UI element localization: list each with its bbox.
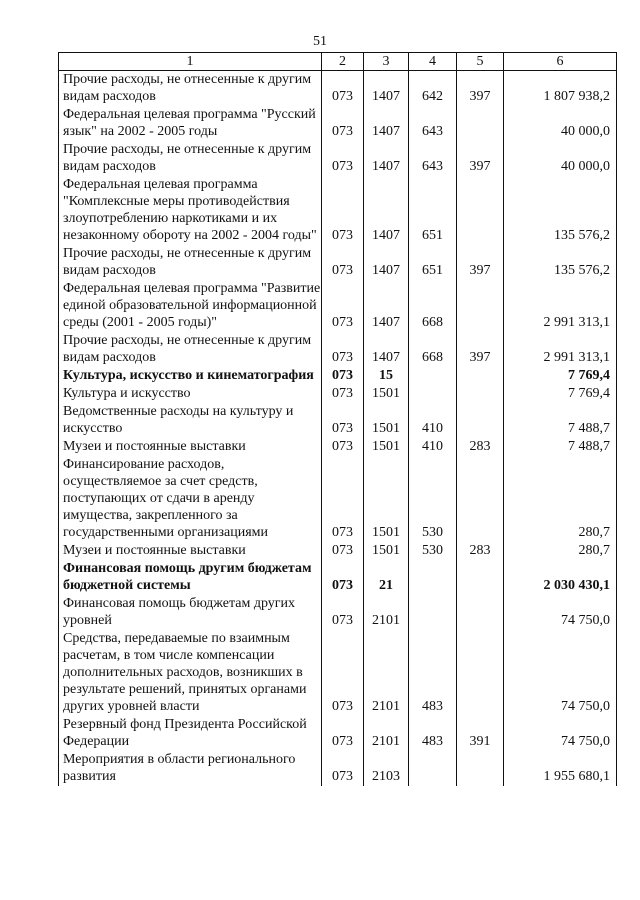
row-ministry-code: 073 xyxy=(322,438,364,456)
row-expense-type-code: 397 xyxy=(457,141,504,176)
table-row xyxy=(59,332,617,367)
row-amount: 135 576,2 xyxy=(504,245,617,280)
row-section-code: 2101 xyxy=(364,630,409,716)
table-row xyxy=(59,438,617,456)
row-amount: 135 576,2 xyxy=(504,176,617,245)
table-row xyxy=(59,245,617,280)
table-row xyxy=(59,71,617,107)
row-expense-type-code xyxy=(457,560,504,595)
row-description: Культура, искусство и кинематография xyxy=(59,367,322,385)
row-ministry-code: 073 xyxy=(322,595,364,630)
row-amount: 7 488,7 xyxy=(504,403,617,438)
row-expense-type-code: 391 xyxy=(457,716,504,751)
column-header-6: 6 xyxy=(504,53,617,71)
row-section-code: 1407 xyxy=(364,71,409,107)
row-target-code: 643 xyxy=(409,141,457,176)
budget-table xyxy=(58,52,617,786)
row-target-code xyxy=(409,560,457,595)
row-section-code: 1501 xyxy=(364,385,409,403)
row-amount: 2 030 430,1 xyxy=(504,560,617,595)
row-description: Федеральная целевая программа "Развитие единой образовательной информационной среды (2001 - 2005 годы)" xyxy=(59,280,322,332)
row-amount: 7 769,4 xyxy=(504,385,617,403)
row-ministry-code: 073 xyxy=(322,367,364,385)
row-section-code: 2103 xyxy=(364,751,409,786)
table-row xyxy=(59,716,617,751)
row-description: Культура и искусство xyxy=(59,385,322,403)
row-expense-type-code: 283 xyxy=(457,438,504,456)
row-ministry-code: 073 xyxy=(322,560,364,595)
row-target-code: 530 xyxy=(409,456,457,542)
row-expense-type-code xyxy=(457,456,504,542)
row-ministry-code: 073 xyxy=(322,176,364,245)
row-expense-type-code: 397 xyxy=(457,245,504,280)
row-section-code: 1407 xyxy=(364,245,409,280)
table-row xyxy=(59,403,617,438)
row-target-code: 530 xyxy=(409,542,457,560)
row-ministry-code: 073 xyxy=(322,456,364,542)
row-target-code: 642 xyxy=(409,71,457,107)
row-ministry-code: 073 xyxy=(322,630,364,716)
row-expense-type-code xyxy=(457,403,504,438)
row-section-code: 1407 xyxy=(364,106,409,141)
row-amount: 40 000,0 xyxy=(504,106,617,141)
row-amount: 7 769,4 xyxy=(504,367,617,385)
row-amount: 280,7 xyxy=(504,542,617,560)
row-amount: 1 955 680,1 xyxy=(504,751,617,786)
row-expense-type-code xyxy=(457,106,504,141)
table-row xyxy=(59,542,617,560)
row-section-code: 1501 xyxy=(364,542,409,560)
row-expense-type-code xyxy=(457,385,504,403)
row-target-code: 668 xyxy=(409,332,457,367)
row-section-code: 1407 xyxy=(364,332,409,367)
row-amount: 74 750,0 xyxy=(504,595,617,630)
row-description: Прочие расходы, не отнесенные к другим видам расходов xyxy=(59,332,322,367)
row-amount: 2 991 313,1 xyxy=(504,280,617,332)
row-target-code: 410 xyxy=(409,403,457,438)
row-description: Прочие расходы, не отнесенные к другим видам расходов xyxy=(59,245,322,280)
row-description: Ведомственные расходы на культуру и искусство xyxy=(59,403,322,438)
row-expense-type-code xyxy=(457,280,504,332)
row-target-code xyxy=(409,595,457,630)
row-section-code: 1501 xyxy=(364,456,409,542)
row-description: Финансовая помощь бюджетам других уровней xyxy=(59,595,322,630)
row-description: Резервный фонд Президента Российской Федерации xyxy=(59,716,322,751)
row-section-code: 1501 xyxy=(364,438,409,456)
row-target-code: 483 xyxy=(409,716,457,751)
row-target-code xyxy=(409,751,457,786)
column-header-3: 3 xyxy=(364,53,409,71)
column-header-5: 5 xyxy=(457,53,504,71)
row-description: Федеральная целевая программа "Комплексные меры противодействия злоупотреблению наркотиками и их незаконному обороту на 2002 - 2004 годы" xyxy=(59,176,322,245)
table-row xyxy=(59,456,617,542)
row-target-code: 483 xyxy=(409,630,457,716)
row-ministry-code: 073 xyxy=(322,106,364,141)
row-section-code: 21 xyxy=(364,560,409,595)
row-description: Финансовая помощь другим бюджетам бюджетной системы xyxy=(59,560,322,595)
row-description: Музеи и постоянные выставки xyxy=(59,438,322,456)
table-row xyxy=(59,176,617,245)
row-amount: 280,7 xyxy=(504,456,617,542)
row-description: Мероприятия в области регионального развития xyxy=(59,751,322,786)
row-amount: 7 488,7 xyxy=(504,438,617,456)
table-body xyxy=(59,71,617,787)
row-section-code: 1407 xyxy=(364,280,409,332)
page-number: 51 xyxy=(313,34,327,49)
row-ministry-code: 073 xyxy=(322,542,364,560)
table-row xyxy=(59,385,617,403)
row-expense-type-code: 283 xyxy=(457,542,504,560)
row-expense-type-code xyxy=(457,595,504,630)
row-target-code: 410 xyxy=(409,438,457,456)
row-ministry-code: 073 xyxy=(322,245,364,280)
table-row xyxy=(59,560,617,595)
row-expense-type-code xyxy=(457,630,504,716)
column-header-4: 4 xyxy=(409,53,457,71)
row-ministry-code: 073 xyxy=(322,332,364,367)
row-description: Федеральная целевая программа "Русский язык" на 2002 - 2005 годы xyxy=(59,106,322,141)
row-section-code: 1407 xyxy=(364,141,409,176)
row-ministry-code: 073 xyxy=(322,385,364,403)
row-ministry-code: 073 xyxy=(322,751,364,786)
row-section-code: 2101 xyxy=(364,716,409,751)
column-header-1: 1 xyxy=(59,53,322,71)
row-target-code: 651 xyxy=(409,176,457,245)
row-target-code xyxy=(409,367,457,385)
row-amount: 1 807 938,2 xyxy=(504,71,617,107)
row-target-code: 643 xyxy=(409,106,457,141)
table-row xyxy=(59,595,617,630)
row-ministry-code: 073 xyxy=(322,716,364,751)
row-expense-type-code xyxy=(457,176,504,245)
row-description: Прочие расходы, не отнесенные к другим видам расходов xyxy=(59,71,322,107)
row-section-code: 1407 xyxy=(364,176,409,245)
table-row xyxy=(59,106,617,141)
row-description: Финансирование расходов, осуществляемое за счет средств, поступающих от сдачи в аренду имущества, закрепленного за государственными организациями xyxy=(59,456,322,542)
table-row xyxy=(59,630,617,716)
row-expense-type-code: 397 xyxy=(457,332,504,367)
row-target-code xyxy=(409,385,457,403)
row-section-code: 15 xyxy=(364,367,409,385)
table-row xyxy=(59,367,617,385)
row-target-code: 668 xyxy=(409,280,457,332)
row-target-code: 651 xyxy=(409,245,457,280)
row-amount: 2 991 313,1 xyxy=(504,332,617,367)
row-expense-type-code: 397 xyxy=(457,71,504,107)
row-amount: 40 000,0 xyxy=(504,141,617,176)
row-ministry-code: 073 xyxy=(322,71,364,107)
column-header-2: 2 xyxy=(322,53,364,71)
row-expense-type-code xyxy=(457,367,504,385)
row-section-code: 2101 xyxy=(364,595,409,630)
row-ministry-code: 073 xyxy=(322,403,364,438)
row-amount: 74 750,0 xyxy=(504,630,617,716)
row-description: Прочие расходы, не отнесенные к другим видам расходов xyxy=(59,141,322,176)
table-row xyxy=(59,751,617,786)
table-row xyxy=(59,280,617,332)
row-description: Средства, передаваемые по взаимным расчетам, в том числе компенсации дополнительных расходов, возникших в результате решений, принятых органами других уровней власти xyxy=(59,630,322,716)
row-expense-type-code xyxy=(457,751,504,786)
row-amount: 74 750,0 xyxy=(504,716,617,751)
row-description: Музеи и постоянные выставки xyxy=(59,542,322,560)
table-row xyxy=(59,141,617,176)
row-ministry-code: 073 xyxy=(322,280,364,332)
row-ministry-code: 073 xyxy=(322,141,364,176)
row-section-code: 1501 xyxy=(364,403,409,438)
table-header xyxy=(59,53,617,71)
